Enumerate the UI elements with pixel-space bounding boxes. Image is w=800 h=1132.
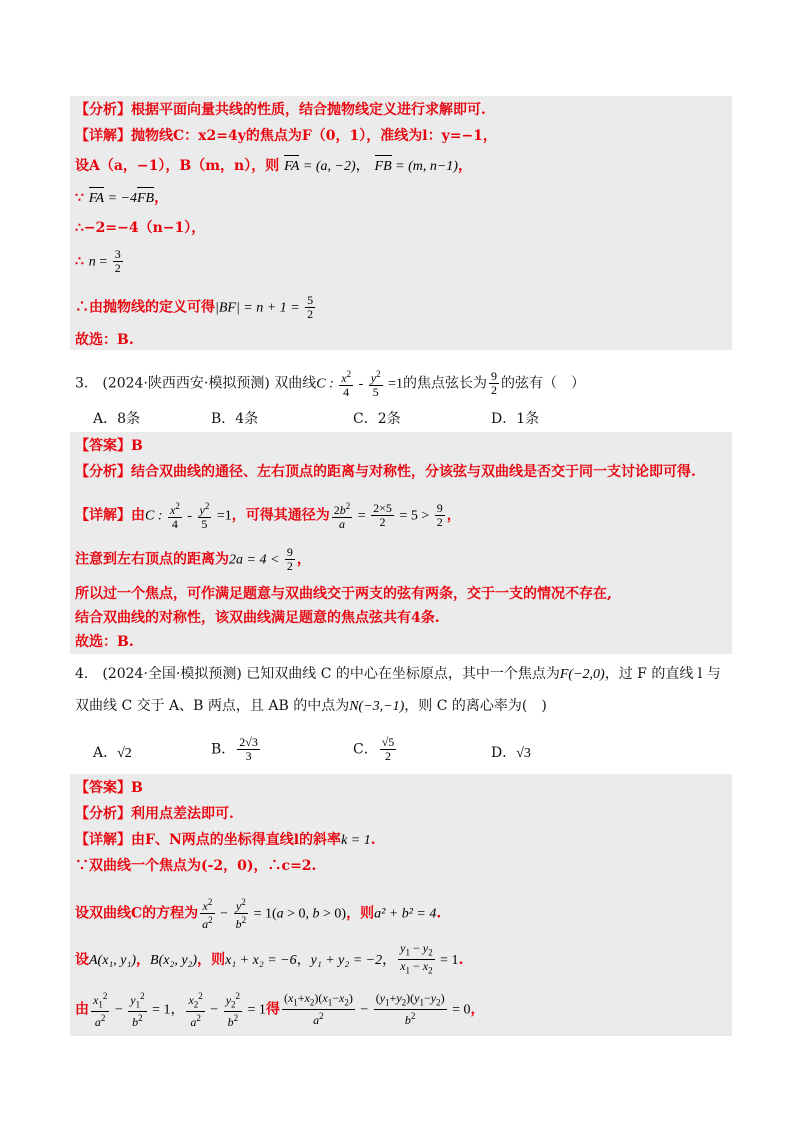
- q3-analysis: 【分析】结合双曲线的通径、左右顶点的距离与对称性，分该弦与双曲线是否交于同一支讨论即可得.: [75, 464, 696, 480]
- prev-analysis-line: 【分析】根据平面向量共线的性质，结合抛物线定义进行求解即可.: [75, 102, 486, 118]
- q3-choose: 故选：B.: [75, 634, 134, 650]
- prev-detail-line4: ∴−2=−4（n−1），: [75, 220, 206, 236]
- q3-stem: 3. (2024·陕西西安·模拟预测) 双曲线C : $\frac{x^2}{4}$ - $\frac{y^2}{5}$ =1的焦点弦长为 $\frac{9}{2}$ 的弦有（ ）: [75, 369, 585, 399]
- q4-analysis: 【分析】利用点差法即可.: [75, 806, 234, 822]
- q4-slope-formula: k = 1: [341, 833, 371, 848]
- q4-stem-line2: 双曲线 C 交于 A、B 两点，且 AB 的中点为N(−3,−1)，则 C 的离心率为( ): [75, 698, 547, 714]
- q4-detail-line1: 【详解】由F、N两点的坐标得直线l的斜率k = 1.: [75, 832, 376, 848]
- q4-option-d[interactable]: D．√3: [491, 745, 531, 761]
- q3-option-a[interactable]: A．8条: [93, 411, 141, 427]
- prev-detail-line6: ∴由抛物线的定义可得|BF| = n + 1 = $\frac{5}{2}$: [75, 293, 314, 321]
- prev-detail-line3: ∵ FA = −4FB，: [75, 188, 168, 209]
- q4-option-b[interactable]: B． $\frac{2√3}{3}$: [211, 735, 258, 763]
- q4-midpoint-formula: N(−3,−1): [349, 699, 405, 714]
- q4-detail-line2: ∵双曲线一个焦点为(-2，0)，∴c=2.: [75, 858, 317, 874]
- prev-choose: 故选：B.: [75, 332, 134, 348]
- q3-answer: 【答案】B: [75, 438, 143, 454]
- q3-detail-line1: 【详解】由C : $\frac{x^2}{4}$ - $\frac{y^2}{5}$ =1，可得其通径为 $\frac{2b^2}{a}$ = $\frac{2\times 5}{2}$ = 5 > $\frac{9}{2}$ ，: [75, 501, 461, 531]
- q3-option-b[interactable]: B．4条: [211, 411, 259, 427]
- q4-detail-line4: 设A(x₁, y₁)，B(x₂, y₂)，则x₁ + x₂ = −6，y₁ + y₂ = −2， $\frac{y_1 - y_2}{x_1 - x_2}$ = 1.: [75, 941, 464, 976]
- q4-answer: 【答案】B: [75, 780, 143, 796]
- q4-option-a[interactable]: A．√2: [93, 745, 132, 761]
- q3-detail-line2: 注意到左右顶点的距离为2a = 4 < $\frac{9}{2}$ ，: [75, 545, 311, 573]
- q4-detail-line5: 由 $\frac{x_1^2}{a^2}$ − $\frac{y_1^2}{b^2}$ = 1， $\frac{x_2^2}{a^2}$ − $\frac{y_2^2}{b^2}$ = 1得 $\frac{(x_1+x_2)(x_1-x_2)}{a^2}$ − $\frac{(y_1+y_2)(y_1-y_2)}{b^2}$ = 0，: [75, 991, 485, 1030]
- q4-stem-line1: 4. (2024·全国·模拟预测) 已知双曲线 C 的中心在坐标原点，其中一个焦点为F(−2,0)，过 F 的直线 l 与: [75, 666, 721, 682]
- q3-option-d[interactable]: D．1条: [491, 411, 540, 427]
- q4-detail-line3: 设双曲线C的方程为 $\frac{x^2}{a^2}$ − $\frac{y^2}{b^2}$ = 1(a > 0, b > 0)，则a² + b² = 4.: [75, 897, 442, 931]
- q4-option-c[interactable]: C． $\frac{√5}{2}$: [353, 735, 395, 763]
- q3-detail-line4: 结合双曲线的对称性，该双曲线满足题意的焦点弦共有4条.: [75, 610, 440, 626]
- prev-detail-line1: 【详解】抛物线C：x2=4y的焦点为F（0，1），准线为l：y=−1，: [75, 128, 497, 144]
- q3-detail-line3: 所以过一个焦点，可作满足题意与双曲线交于两支的弦有两条，交于一支的情况不存在,: [75, 586, 612, 602]
- prev-detail-line5: ∴ n = $\frac{3}{2}$: [75, 247, 121, 275]
- q4-ab-relation: a² + b² = 4: [374, 906, 437, 922]
- prev-detail-line2: 设A（a，−1），B（m，n），则 FA = (a, −2)， FB = (m, n−1)，: [75, 156, 472, 177]
- q4-focus-formula: F(−2,0): [559, 667, 605, 682]
- q3-option-c[interactable]: C．2条: [353, 411, 401, 427]
